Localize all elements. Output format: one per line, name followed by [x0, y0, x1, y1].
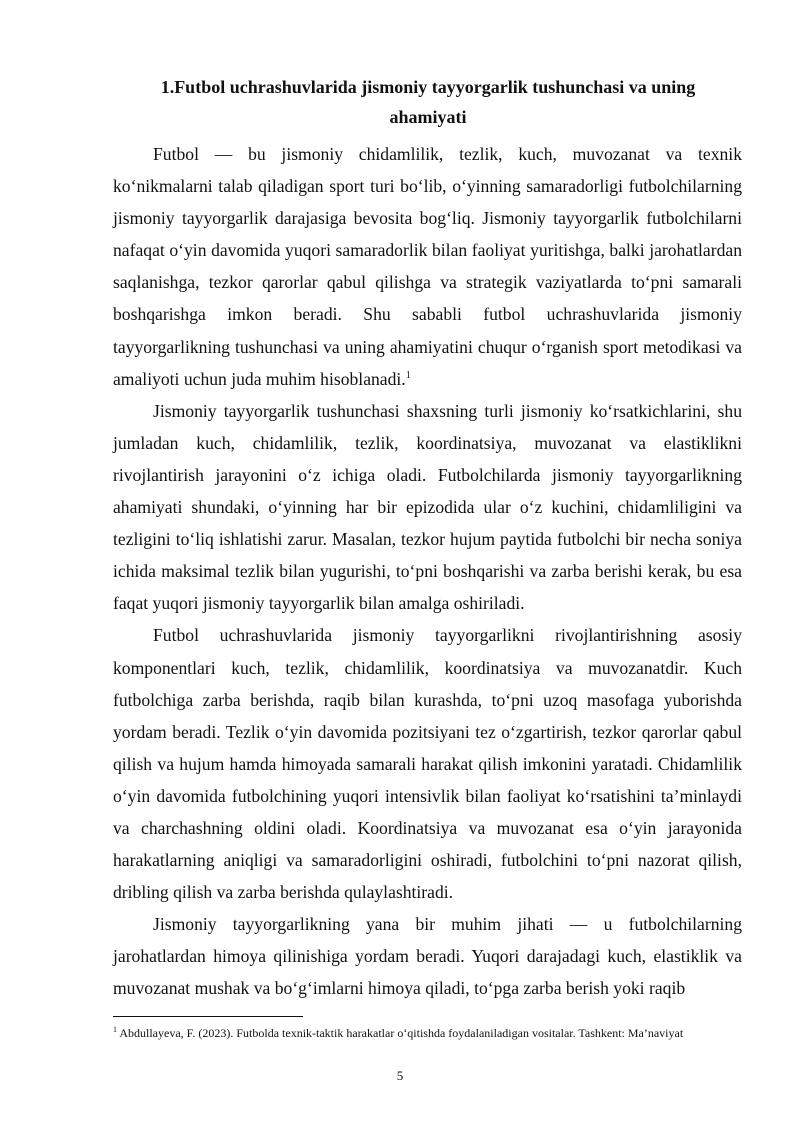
heading-line-2: ahamiyati [389, 107, 467, 127]
paragraph-1-text: Futbol — bu jismoniy chidamlilik, tezlik, kuch, muvozanat va texnik ko‘nikmalarni talab qiladigan sport turi bo‘lib, o‘yinning samaradorligi futbolchilarning jismoniy tayyorgarlik darajasiga bevosita bog‘liq. Jismoniy tayyorgarlik futbolchilarni nafaqat o‘yin davomida yuqori samaradorlik bilan faoliyat yuritishga, balki jarohatlardan saqlanishga, tezkor qarorlar qabul qilishga va strategik vaziyatlarda to‘pni samarali boshqarishga imkon beradi. Shu sababli futbol uchrashuvlarida jismoniy tayyorgarlikning tushunchasi va uning ahamiyatini chuqur o‘rganish sport metodikasi va amaliyoti uchun juda muhim hisoblanadi. [113, 144, 742, 389]
footnote-number: 1 [113, 1025, 117, 1034]
footnote [113, 1022, 742, 1041]
paragraph-1 [113, 138, 742, 395]
paragraph-3: Futbol uchrashuvlarida jismoniy tayyorgarlikni rivojlantirishning asosiy komponentlari kuch, tezlik, chidamlilik, koordinatsiya va muvozanatdir. Kuch futbolchiga zarba berishda, raqib bilan kurashda, to‘pni uzoq masofaga yuborishda yordam beradi. Tezlik o‘yin davomida pozitsiyani tez o‘zgartirish, tezkor qarorlar qabul qilish va hujum hamda himoyada samarali harakat qilish imkonini yaratadi. Chidamlilik o‘yin davomida futbolchining yuqori intensivlik bilan faoliyat ko‘rsatishini ta’minlaydi va charchashning oldini oladi. Koordinatsiya va muvozanat esa o‘yin jarayonida harakatlarning aniqligi va samaradorligini oshiradi, futbolchini to‘pni nazorat qilish, dribling qilish va zarba berishda qulaylashtiradi. [113, 625, 742, 903]
heading-line-1: 1.Futbol uchrashuvlarida jismoniy tayyorgarlik tushunchasi va uning [160, 77, 696, 97]
section-heading [108, 72, 748, 132]
paragraph-4: Jismoniy tayyorgarlikning yana bir muhim jihati — u futbolchilarning jarohatlardan himoya qilinishiga yordam beradi. Yuqori darajadagi kuch, elastiklik va muvozanat mushak va bo‘g‘imlarni himoya qiladi, to‘pga zarba berish yoki raqib [113, 914, 742, 999]
footnote-text: Abdullayeva, F. (2023). Futbolda texnik-taktik harakatlar o‘qitishda foydalaniladigan vositalar. Tashkent: Ma’naviyat [119, 1026, 684, 1040]
body-text [113, 138, 742, 1005]
footnote-divider [113, 1016, 303, 1017]
footnote-reference: 1 [405, 369, 411, 381]
paragraph-2: Jismoniy tayyorgarlik tushunchasi shaxsning turli jismoniy ko‘rsatkichlarini, shu jumladan kuch, chidamlilik, tezlik, koordinatsiya, muvozanat va elastiklikni rivojlantirish jarayonini o‘z ichiga oladi. Futbolchilarda jismoniy tayyorgarlikning ahamiyati shundaki, o‘yinning har bir epizodida ular o‘z kuchini, chidamliligini va tezligini to‘liq ishlatishi zarur. Masalan, tezkor hujum paytida futbolchi bir necha soniya ichida maksimal tezlik bilan yugurishi, to‘pni boshqarishi va zarba berishi kerak, bu esa faqat yuqori jismoniy tayyorgarlik bilan amalga oshiriladi. [113, 400, 742, 614]
page-number: 5 [396, 1068, 404, 1083]
